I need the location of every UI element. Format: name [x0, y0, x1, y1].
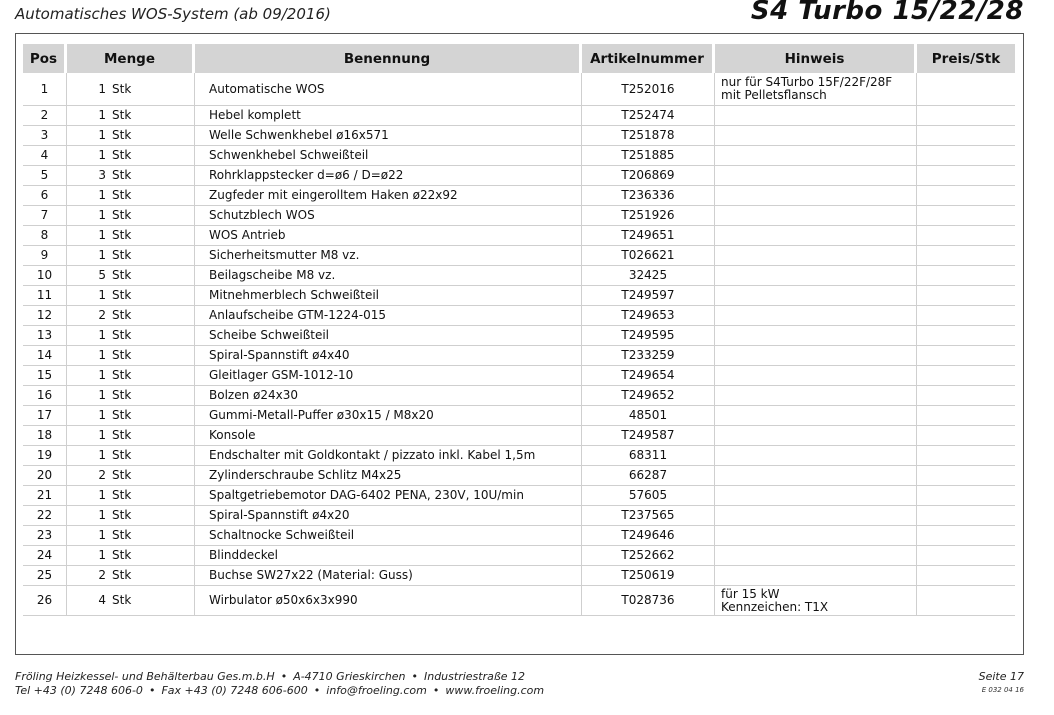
footer-separator: • [313, 684, 321, 697]
cell-menge [67, 126, 195, 146]
unit: Stk [112, 108, 132, 122]
unit: Stk [112, 548, 132, 562]
cell-preis [917, 466, 1015, 486]
unit: Stk [112, 228, 132, 242]
quantity: 1 [98, 148, 106, 162]
cell-artikelnummer: T251878 [582, 126, 715, 146]
cell-menge [67, 486, 195, 506]
cell-menge [67, 586, 195, 616]
table-row [23, 546, 1015, 566]
cell-artikelnummer: 68311 [582, 446, 715, 466]
cell-hinweis [715, 246, 917, 266]
cell-pos: 15 [23, 366, 67, 386]
column-header-benennung: Benennung [195, 44, 582, 73]
cell-benennung: Gummi-Metall-Puffer ø30x15 / M8x20 [195, 406, 582, 426]
table-row [23, 286, 1015, 306]
page-number: Seite 17 [978, 670, 1024, 683]
cell-preis [917, 346, 1015, 366]
footer-separator: • [411, 670, 418, 683]
cell-hinweis [715, 226, 917, 246]
cell-benennung: Automatische WOS [195, 73, 582, 106]
table-row [23, 526, 1015, 546]
cell-pos: 24 [23, 546, 67, 566]
cell-pos: 2 [23, 106, 67, 126]
unit: Stk [112, 268, 132, 282]
cell-preis [917, 286, 1015, 306]
quantity: 1 [98, 428, 106, 442]
table-row [23, 246, 1015, 266]
cell-artikelnummer: T206869 [582, 166, 715, 186]
unit: Stk [112, 468, 132, 482]
cell-hinweis [715, 406, 917, 426]
cell-artikelnummer: T236336 [582, 186, 715, 206]
cell-preis [917, 226, 1015, 246]
cell-benennung: Spiral-Spannstift ø4x20 [195, 506, 582, 526]
cell-hinweis [715, 506, 917, 526]
quantity: 3 [98, 168, 106, 182]
cell-artikelnummer: T250619 [582, 566, 715, 586]
cell-artikelnummer: T249597 [582, 286, 715, 306]
unit: Stk [112, 328, 132, 342]
column-header-artikelnummer: Artikelnummer [582, 44, 715, 73]
quantity: 1 [98, 288, 106, 302]
cell-menge [67, 506, 195, 526]
cell-pos: 26 [23, 586, 67, 616]
table-row [23, 426, 1015, 446]
cell-menge [67, 206, 195, 226]
unit: Stk [112, 168, 132, 182]
quantity: 5 [98, 268, 106, 282]
unit: Stk [112, 448, 132, 462]
cell-pos: 5 [23, 166, 67, 186]
cell-pos: 23 [23, 526, 67, 546]
unit: Stk [112, 568, 132, 582]
cell-artikelnummer: T026621 [582, 246, 715, 266]
cell-pos: 1 [23, 73, 67, 106]
cell-preis [917, 406, 1015, 426]
cell-preis [917, 73, 1015, 106]
unit: Stk [112, 148, 132, 162]
table-body [23, 73, 1015, 616]
parts-table [23, 44, 1015, 616]
cell-benennung: Gleitlager GSM-1012-10 [195, 366, 582, 386]
cell-hinweis [715, 346, 917, 366]
table-row [23, 146, 1015, 166]
cell-preis [917, 266, 1015, 286]
unit: Stk [112, 408, 132, 422]
unit: Stk [112, 308, 132, 322]
cell-hinweis [715, 566, 917, 586]
cell-preis [917, 486, 1015, 506]
footer-email: info@froeling.com [326, 684, 427, 697]
cell-menge [67, 546, 195, 566]
cell-preis [917, 326, 1015, 346]
cell-benennung: Sicherheitsmutter M8 vz. [195, 246, 582, 266]
cell-benennung: Zugfeder mit eingerolltem Haken ø22x92 [195, 186, 582, 206]
cell-hinweis [715, 126, 917, 146]
cell-preis [917, 566, 1015, 586]
footer-separator: • [148, 684, 156, 697]
cell-pos: 19 [23, 446, 67, 466]
hint-line: Kennzeichen: T1X [721, 599, 829, 614]
document-code: E 032 04 16 [981, 686, 1024, 694]
cell-artikelnummer: 32425 [582, 266, 715, 286]
cell-benennung: Konsole [195, 426, 582, 446]
footer-street: Industriestraße 12 [423, 670, 526, 683]
cell-preis [917, 146, 1015, 166]
cell-hinweis [715, 306, 917, 326]
table-row [23, 446, 1015, 466]
cell-menge [67, 366, 195, 386]
quantity: 1 [98, 508, 106, 522]
cell-pos: 13 [23, 326, 67, 346]
cell-preis [917, 386, 1015, 406]
table-row [23, 73, 1015, 106]
cell-menge [67, 426, 195, 446]
cell-artikelnummer: T249587 [582, 426, 715, 446]
cell-preis [917, 166, 1015, 186]
quantity: 4 [98, 593, 106, 607]
document-title: Automatisches WOS-System (ab 09/2016) [15, 5, 331, 23]
table-row [23, 406, 1015, 426]
quantity: 1 [98, 348, 106, 362]
cell-hinweis [715, 586, 917, 616]
cell-hinweis [715, 146, 917, 166]
footer-line-2 [15, 684, 544, 698]
cell-preis [917, 106, 1015, 126]
cell-benennung: Buchse SW27x22 (Material: Guss) [195, 566, 582, 586]
cell-artikelnummer: T252016 [582, 73, 715, 106]
unit: Stk [112, 208, 132, 222]
quantity: 1 [98, 81, 106, 96]
cell-pos: 17 [23, 406, 67, 426]
cell-pos: 10 [23, 266, 67, 286]
cell-menge [67, 346, 195, 366]
cell-artikelnummer: T249646 [582, 526, 715, 546]
cell-pos: 7 [23, 206, 67, 226]
hint-line: für 15 kW [721, 586, 780, 601]
column-header-pos: Pos [23, 44, 67, 73]
quantity: 1 [98, 328, 106, 342]
quantity: 1 [98, 228, 106, 242]
cell-pos: 12 [23, 306, 67, 326]
table-row [23, 566, 1015, 586]
cell-benennung: Rohrklappstecker d=ø6 / D=ø22 [195, 166, 582, 186]
unit: Stk [112, 128, 132, 142]
unit: Stk [112, 488, 132, 502]
cell-benennung: Blinddeckel [195, 546, 582, 566]
cell-menge [67, 386, 195, 406]
cell-benennung: Schaltnocke Schweißteil [195, 526, 582, 546]
cell-pos: 3 [23, 126, 67, 146]
cell-menge [67, 326, 195, 346]
quantity: 1 [98, 248, 106, 262]
table-row [23, 506, 1015, 526]
cell-artikelnummer: T249595 [582, 326, 715, 346]
unit: Stk [112, 388, 132, 402]
parts-list-frame [15, 33, 1024, 655]
cell-preis [917, 246, 1015, 266]
cell-benennung: Wirbulator ø50x6x3x990 [195, 586, 582, 616]
table-row [23, 326, 1015, 346]
quantity: 2 [98, 308, 106, 322]
table-row [23, 366, 1015, 386]
footer-web: www.froeling.com [445, 684, 545, 697]
cell-preis [917, 446, 1015, 466]
quantity: 1 [98, 528, 106, 542]
cell-menge [67, 286, 195, 306]
cell-benennung: Spiral-Spannstift ø4x40 [195, 346, 582, 366]
quantity: 2 [98, 468, 106, 482]
footer-address [15, 670, 544, 698]
footer-company: Fröling Heizkessel- und Behälterbau Ges.m.b.H [15, 670, 275, 683]
cell-pos: 9 [23, 246, 67, 266]
quantity: 1 [98, 128, 106, 142]
cell-artikelnummer: T249654 [582, 366, 715, 386]
unit: Stk [112, 81, 132, 96]
table-row [23, 186, 1015, 206]
cell-menge [67, 106, 195, 126]
footer-fax: Fax +43 (0) 7248 606-600 [161, 684, 308, 697]
cell-preis [917, 186, 1015, 206]
cell-hinweis [715, 546, 917, 566]
cell-hinweis [715, 486, 917, 506]
cell-preis [917, 306, 1015, 326]
quantity: 1 [98, 448, 106, 462]
quantity: 1 [98, 188, 106, 202]
unit: Stk [112, 188, 132, 202]
cell-benennung: Beilagscheibe M8 vz. [195, 266, 582, 286]
cell-artikelnummer: 57605 [582, 486, 715, 506]
cell-hinweis [715, 166, 917, 186]
table-row [23, 126, 1015, 146]
cell-pos: 4 [23, 146, 67, 166]
cell-hinweis [715, 426, 917, 446]
unit: Stk [112, 288, 132, 302]
hint-line: mit Pelletsflansch [721, 88, 827, 102]
cell-hinweis [715, 266, 917, 286]
cell-hinweis [715, 326, 917, 346]
quantity: 1 [98, 368, 106, 382]
cell-benennung: WOS Antrieb [195, 226, 582, 246]
cell-benennung: Spaltgetriebemotor DAG-6402 PENA, 230V, 10U/min [195, 486, 582, 506]
cell-benennung: Endschalter mit Goldkontakt / pizzato inkl. Kabel 1,5m [195, 446, 582, 466]
quantity: 1 [98, 208, 106, 222]
cell-pos: 18 [23, 426, 67, 446]
cell-hinweis [715, 366, 917, 386]
cell-hinweis [715, 206, 917, 226]
cell-artikelnummer: T249652 [582, 386, 715, 406]
cell-hinweis [715, 466, 917, 486]
cell-artikelnummer: T252474 [582, 106, 715, 126]
cell-artikelnummer: 48501 [582, 406, 715, 426]
cell-pos: 6 [23, 186, 67, 206]
cell-pos: 25 [23, 566, 67, 586]
cell-menge [67, 406, 195, 426]
cell-hinweis [715, 106, 917, 126]
cell-menge [67, 73, 195, 106]
cell-benennung: Schwenkhebel Schweißteil [195, 146, 582, 166]
cell-preis [917, 366, 1015, 386]
footer-separator: • [280, 670, 288, 683]
unit: Stk [112, 508, 132, 522]
cell-menge [67, 146, 195, 166]
cell-pos: 8 [23, 226, 67, 246]
cell-menge [67, 526, 195, 546]
table-row [23, 226, 1015, 246]
cell-pos: 11 [23, 286, 67, 306]
cell-benennung: Mitnehmerblech Schweißteil [195, 286, 582, 306]
cell-hinweis [715, 286, 917, 306]
cell-hinweis [715, 446, 917, 466]
cell-benennung: Schutzblech WOS [195, 206, 582, 226]
table-row [23, 166, 1015, 186]
cell-hinweis [715, 386, 917, 406]
cell-benennung: Anlaufscheibe GTM-1224-015 [195, 306, 582, 326]
cell-menge [67, 226, 195, 246]
cell-menge [67, 466, 195, 486]
hint-line: nur für S4Turbo 15F/22F/28F [721, 75, 893, 89]
cell-benennung: Welle Schwenkhebel ø16x571 [195, 126, 582, 146]
cell-artikelnummer: T028736 [582, 586, 715, 616]
unit: Stk [112, 348, 132, 362]
table-row [23, 206, 1015, 226]
cell-benennung: Zylinderschraube Schlitz M4x25 [195, 466, 582, 486]
cell-pos: 22 [23, 506, 67, 526]
cell-preis [917, 546, 1015, 566]
cell-preis [917, 526, 1015, 546]
cell-hinweis [715, 526, 917, 546]
unit: Stk [112, 593, 132, 607]
cell-artikelnummer: T249653 [582, 306, 715, 326]
quantity: 2 [98, 568, 106, 582]
cell-hinweis [715, 73, 917, 106]
table-row [23, 466, 1015, 486]
unit: Stk [112, 368, 132, 382]
cell-artikelnummer: T249651 [582, 226, 715, 246]
column-header-preis: Preis/Stk [917, 44, 1015, 73]
column-header-hinweis: Hinweis [715, 44, 917, 73]
cell-menge [67, 166, 195, 186]
cell-benennung: Hebel komplett [195, 106, 582, 126]
table-row [23, 586, 1015, 616]
footer-tel: Tel +43 (0) 7248 606-0 [15, 684, 143, 697]
cell-benennung: Scheibe Schweißteil [195, 326, 582, 346]
cell-artikelnummer: T233259 [582, 346, 715, 366]
unit: Stk [112, 428, 132, 442]
footer-separator: • [432, 684, 440, 697]
table-row [23, 266, 1015, 286]
cell-preis [917, 206, 1015, 226]
cell-pos: 20 [23, 466, 67, 486]
quantity: 1 [98, 408, 106, 422]
unit: Stk [112, 248, 132, 262]
model-title: S4 Turbo 15/22/28 [750, 0, 1024, 26]
cell-artikelnummer: T237565 [582, 506, 715, 526]
cell-preis [917, 506, 1015, 526]
cell-preis [917, 586, 1015, 616]
table-row [23, 486, 1015, 506]
table-row [23, 346, 1015, 366]
cell-preis [917, 426, 1015, 446]
footer-city: A-4710 Grieskirchen [293, 670, 406, 683]
cell-preis [917, 126, 1015, 146]
cell-pos: 21 [23, 486, 67, 506]
cell-pos: 14 [23, 346, 67, 366]
cell-artikelnummer: T251926 [582, 206, 715, 226]
cell-benennung: Bolzen ø24x30 [195, 386, 582, 406]
cell-hinweis [715, 186, 917, 206]
cell-menge [67, 306, 195, 326]
cell-menge [67, 186, 195, 206]
cell-menge [67, 566, 195, 586]
cell-artikelnummer: 66287 [582, 466, 715, 486]
cell-artikelnummer: T252662 [582, 546, 715, 566]
unit: Stk [112, 528, 132, 542]
cell-artikelnummer: T251885 [582, 146, 715, 166]
quantity: 1 [98, 488, 106, 502]
table-row [23, 106, 1015, 126]
cell-menge [67, 446, 195, 466]
cell-menge [67, 266, 195, 286]
quantity: 1 [98, 108, 106, 122]
column-header-menge: Menge [67, 44, 195, 73]
quantity: 1 [98, 548, 106, 562]
table-header [23, 44, 1015, 73]
table-row [23, 386, 1015, 406]
footer-line-1 [15, 670, 544, 684]
cell-menge [67, 246, 195, 266]
cell-pos: 16 [23, 386, 67, 406]
table-row [23, 306, 1015, 326]
quantity: 1 [98, 388, 106, 402]
